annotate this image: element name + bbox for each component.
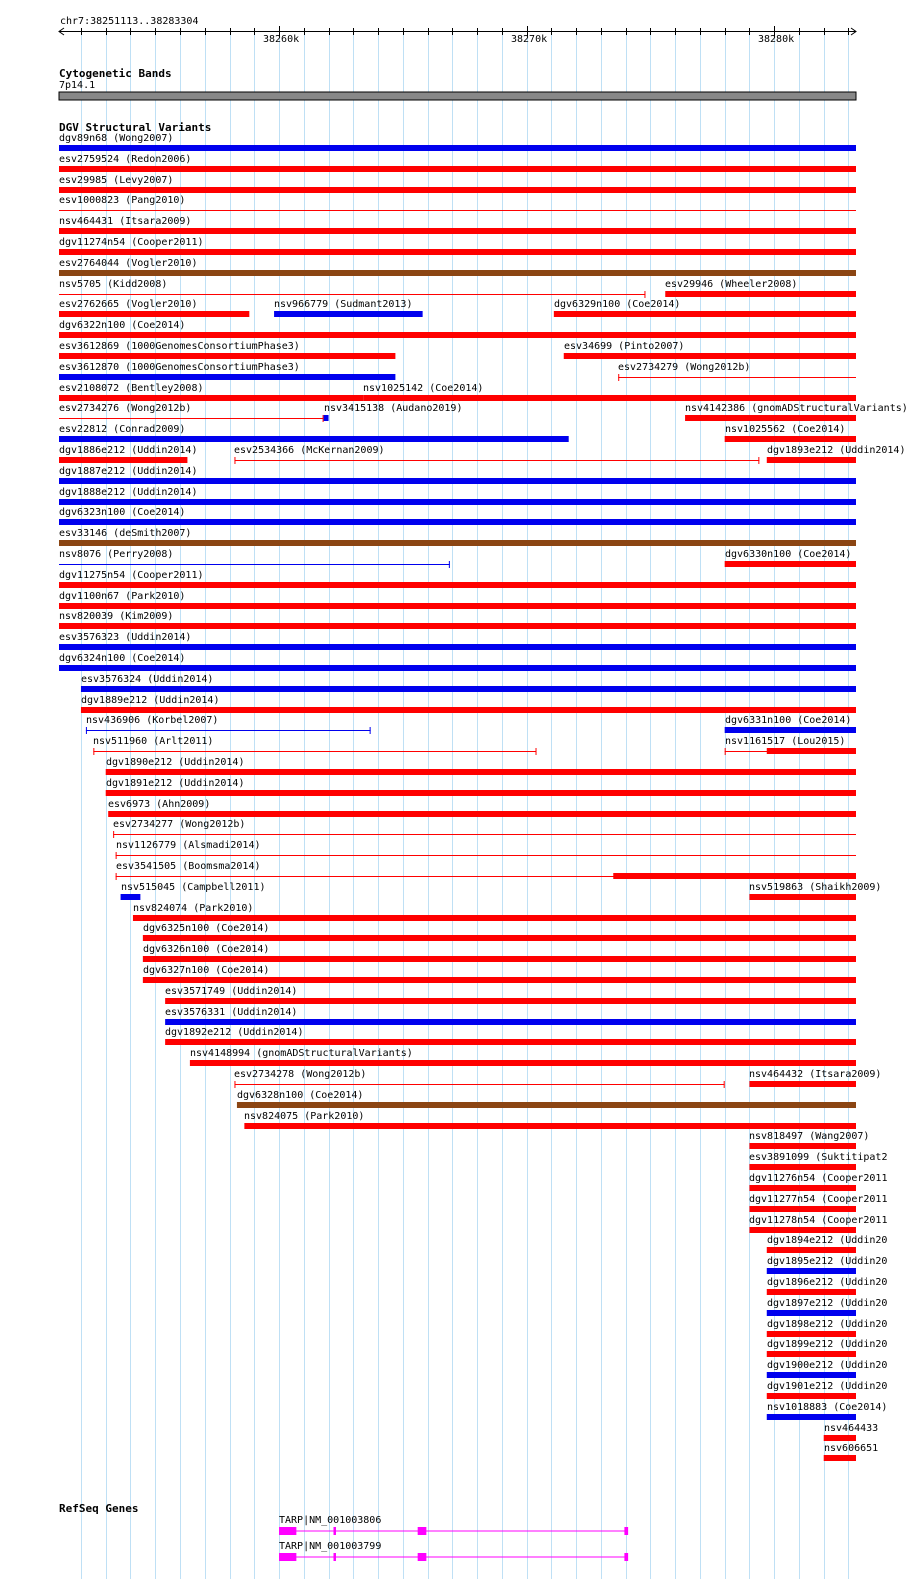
sv-feature-label: nsv4148994 (gnomADStructuralVariants) [190,1048,413,1059]
sv-feature-label: nsv464431 (Itsara2009) [59,216,192,227]
sv-feature-bar[interactable] [59,623,856,629]
gene-exon[interactable] [624,1553,628,1561]
sv-feature-label: nsv1025562 (Coe2014) [725,424,846,435]
sv-feature-bar[interactable] [749,1185,856,1191]
sv-feature-bar[interactable] [59,665,856,671]
sv-feature-label: nsv818497 (Wang2007) [749,1131,870,1142]
sv-feature-bar[interactable] [59,187,856,193]
sv-feature-label: nsv1126779 (Alsmadi2014) [116,840,261,851]
sv-feature-bar[interactable] [749,1206,856,1212]
gene-exon[interactable] [624,1527,628,1535]
sv-feature-label: esv3541505 (Boomsma2014) [116,861,261,872]
sv-feature-bar[interactable] [564,353,856,359]
sv-feature-bar[interactable] [824,1455,856,1461]
sv-feature-label: dgv1898e212 (Uddin20 [767,1319,888,1330]
sv-feature-label: esv2759524 (Redon2006) [59,154,192,165]
sv-feature-bar[interactable] [749,1143,856,1149]
sv-feature-label: nsv511960 (Arlt2011) [93,736,214,747]
sv-feature-label: dgv6324n100 (Coe2014) [59,653,186,664]
sv-feature-bar[interactable] [767,1372,856,1378]
sv-feature-bar[interactable] [237,1102,856,1108]
sv-feature-bar[interactable] [767,1247,856,1253]
sv-feature-label: nsv1025142 (Coe2014) [363,383,484,394]
sv-feature-label: nsv824074 (Park2010) [133,903,254,914]
sv-feature-bar[interactable] [59,145,856,151]
sv-feature-label: dgv1901e212 (Uddin20 [767,1381,888,1392]
gene-label: TARP|NM_001003799 [279,1541,382,1552]
sv-feature-bar[interactable] [363,395,856,401]
sv-feature-label: nsv464432 (Itsara2009) [749,1069,882,1080]
sv-feature-label: esv1000823 (Pang2010) [59,195,186,206]
sv-feature-label: esv2734279 (Wong2012b) [618,362,751,373]
sv-feature-label: dgv6329n100 (Coe2014) [554,299,681,310]
gene-exon[interactable] [333,1553,335,1561]
sv-feature-label: dgv1896e212 (Uddin20 [767,1277,888,1288]
sv-feature-bar[interactable] [59,353,395,359]
sv-feature-bar[interactable] [725,561,856,567]
cytoband-bar[interactable] [59,92,856,100]
sv-feature-label: dgv1894e212 (Uddin20 [767,1235,888,1246]
sv-feature-label: nsv515045 (Campbell2011) [121,882,266,893]
sv-feature-label: esv6973 (Ahn2009) [108,799,211,810]
sv-feature-bar[interactable] [133,915,856,921]
sv-feature-label: nsv4142386 (gnomADStructuralVariants) [685,403,908,414]
sv-feature-label: dgv6330n100 (Coe2014) [725,549,852,560]
sv-feature-label: dgv89n68 (Wong2007) [59,133,174,144]
sv-feature-bar[interactable] [59,519,856,525]
sv-feature-bar[interactable] [749,1081,856,1087]
sv-feature-bar[interactable] [81,686,856,692]
sv-feature-label: nsv519863 (Shaikh2009) [749,882,882,893]
sv-feature-bar[interactable] [767,1351,856,1357]
sv-feature-label: dgv6331n100 (Coe2014) [725,715,852,726]
sv-feature-bar[interactable] [59,478,856,484]
sv-feature-bar[interactable] [143,977,856,983]
sv-feature-label: dgv6328n100 (Coe2014) [237,1090,364,1101]
sv-feature-bar[interactable] [59,499,856,505]
sv-feature-label: dgv6323n100 (Coe2014) [59,507,186,518]
sv-feature-label: esv3612870 (1000GenomesConsortiumPhase3) [59,362,300,373]
sv-feature-bar[interactable] [749,1227,856,1233]
sv-feature-bar[interactable] [59,332,856,338]
cytoband-track-title[interactable]: Cytogenetic Bands [59,67,172,80]
sv-feature-label: dgv11274n54 (Cooper2011) [59,237,204,248]
sv-feature-label: esv3612869 (1000GenomesConsortiumPhase3) [59,341,300,352]
sv-feature-bar[interactable] [59,374,395,380]
sv-feature-bar[interactable] [685,415,856,421]
sv-feature-label: dgv1893e212 (Uddin2014) [767,445,906,456]
sv-feature-label: nsv1161517 (Lou2015) [725,736,846,747]
sv-feature-label: nsv3415138 (Audano2019) [324,403,463,414]
sv-feature-bar[interactable] [767,1310,856,1316]
sv-feature-bar[interactable] [59,540,856,546]
sv-feature-label: dgv1897e212 (Uddin20 [767,1298,888,1309]
sv-feature-bar[interactable] [81,707,856,713]
sv-feature-label: dgv1890e212 (Uddin2014) [106,757,245,768]
sv-feature-label: esv22812 (Conrad2009) [59,424,186,435]
sv-feature-label: esv29985 (Levy2007) [59,175,174,186]
sv-feature-bar[interactable] [59,166,856,172]
sv-feature-bar[interactable] [121,894,141,900]
sv-feature-label: dgv11277n54 (Cooper2011 [749,1194,888,1205]
sv-feature-label: dgv1891e212 (Uddin2014) [106,778,245,789]
sv-feature-bar[interactable] [108,811,856,817]
ruler-tick-label: 38270k [511,34,548,45]
sv-feature-bar[interactable] [165,1019,856,1025]
sv-feature-label: nsv606651 [824,1443,879,1454]
sv-feature-label: esv2534366 (McKernan2009) [234,445,385,456]
sv-feature-bar[interactable] [59,249,856,255]
sv-feature-label: esv29946 (Wheeler2008) [665,279,798,290]
sv-feature-label: esv2734277 (Wong2012b) [113,819,246,830]
sv-feature-label: dgv1886e212 (Uddin2014) [59,445,198,456]
sv-feature-bar[interactable] [143,956,856,962]
gene-exon[interactable] [333,1527,335,1535]
sv-feature-bar[interactable] [324,415,329,421]
sv-feature-bar[interactable] [59,457,187,463]
sv-feature-bar[interactable] [749,894,856,900]
sv-feature-label: nsv8076 (Perry2008) [59,549,174,560]
sv-feature-label: nsv464433 [824,1423,879,1434]
gene-exon[interactable] [279,1527,296,1535]
sv-feature-bar[interactable] [767,1393,856,1399]
sv-feature-label: dgv11278n54 (Cooper2011 [749,1215,888,1226]
gene-exon[interactable] [418,1527,427,1535]
sv-feature-bar[interactable] [767,457,856,463]
dgv-track-title[interactable]: DGV Structural Variants [59,121,212,134]
sv-feature-label: dgv1900e212 (Uddin20 [767,1360,888,1371]
gene-exon[interactable] [279,1553,296,1561]
sv-feature-label: esv2764044 (Vogler2010) [59,258,198,269]
sv-feature-label: dgv6322n100 (Coe2014) [59,320,186,331]
sv-feature-label: esv3576323 (Uddin2014) [59,632,192,643]
sv-feature-bar[interactable] [106,769,856,775]
sv-feature-label: esv2734276 (Wong2012b) [59,403,192,414]
sv-feature-bar[interactable] [165,1039,856,1045]
sv-feature-bar[interactable] [824,1435,856,1441]
sv-feature-bar[interactable] [165,998,856,1004]
sv-feature-bar[interactable] [725,727,856,733]
sv-feature-bar[interactable] [244,1123,856,1129]
sv-feature-bar[interactable] [767,1268,856,1274]
sv-feature-label: esv2108072 (Bentley2008) [59,383,204,394]
sv-feature-bar[interactable] [59,582,856,588]
sv-feature-bar[interactable] [767,1414,856,1420]
sv-feature-label: nsv824075 (Park2010) [244,1111,365,1122]
sv-feature-label: dgv11276n54 (Cooper2011 [749,1173,888,1184]
sv-feature-label: nsv966779 (Sudmant2013) [274,299,413,310]
sv-feature-bar[interactable] [59,311,249,317]
ruler-tick-label: 38280k [758,34,795,45]
sv-feature-bar[interactable] [274,311,423,317]
sv-feature-label: esv2762665 (Vogler2010) [59,299,198,310]
sv-feature-bar[interactable] [767,1331,856,1337]
sv-feature-bar[interactable] [143,935,856,941]
sv-feature-label: esv3576331 (Uddin2014) [165,1007,298,1018]
sv-feature-label: nsv1018883 (Coe2014) [767,1402,888,1413]
gene-label: TARP|NM_001003806 [279,1515,382,1526]
sv-feature-label: dgv1895e212 (Uddin20 [767,1256,888,1267]
refseq-track-title[interactable]: RefSeq Genes [59,1502,139,1515]
sv-feature-bar [613,873,856,879]
sv-feature-label: dgv1892e212 (Uddin2014) [165,1027,304,1038]
sv-feature-label: dgv1887e212 (Uddin2014) [59,466,198,477]
sv-feature-label: dgv1899e212 (Uddin20 [767,1339,888,1350]
sv-feature-label: nsv436906 (Korbel2007) [86,715,219,726]
sv-feature-bar [767,748,856,754]
sv-feature-label: dgv6327n100 (Coe2014) [143,965,270,976]
sv-feature-label: esv34699 (Pinto2007) [564,341,685,352]
sv-feature-bar[interactable] [749,1164,856,1170]
sv-feature-bar[interactable] [59,603,856,609]
sv-feature-bar[interactable] [106,790,856,796]
sv-feature-bar[interactable] [59,644,856,650]
sv-feature-bar[interactable] [59,270,856,276]
sv-feature-label: esv3891099 (Suktitipat2 [749,1152,888,1163]
sv-feature-label: nsv5705 (Kidd2008) [59,279,168,290]
sv-feature-label: dgv6326n100 (Coe2014) [143,944,270,955]
sv-feature-bar[interactable] [554,311,856,317]
sv-feature-bar[interactable] [767,1289,856,1295]
sv-feature-bar[interactable] [190,1060,856,1066]
sv-feature-bar[interactable] [59,228,856,234]
sv-feature-label: esv33146 (deSmith2007) [59,528,192,539]
sv-feature-label: dgv11275n54 (Cooper2011) [59,570,204,581]
gene-exon[interactable] [418,1553,427,1561]
sv-feature-label: nsv820039 (Kim2009) [59,611,174,622]
sv-feature-label: esv3571749 (Uddin2014) [165,986,298,997]
sv-feature-label: dgv1888e212 (Uddin2014) [59,487,198,498]
sv-feature-label: esv2734278 (Wong2012b) [234,1069,367,1080]
sv-feature-label: esv3576324 (Uddin2014) [81,674,214,685]
sv-feature-bar[interactable] [665,291,856,297]
cytoband-label: 7p14.1 [59,80,96,91]
sv-feature-label: dgv1100n67 (Park2010) [59,591,186,602]
sv-feature-bar[interactable] [59,436,569,442]
location-label: chr7:38251113..38283304 [60,16,199,27]
sv-feature-bar[interactable] [59,395,363,401]
sv-feature-label: dgv6325n100 (Coe2014) [143,923,270,934]
sv-feature-bar[interactable] [725,436,856,442]
sv-feature-label: dgv1889e212 (Uddin2014) [81,695,220,706]
ruler-tick-label: 38260k [263,34,300,45]
